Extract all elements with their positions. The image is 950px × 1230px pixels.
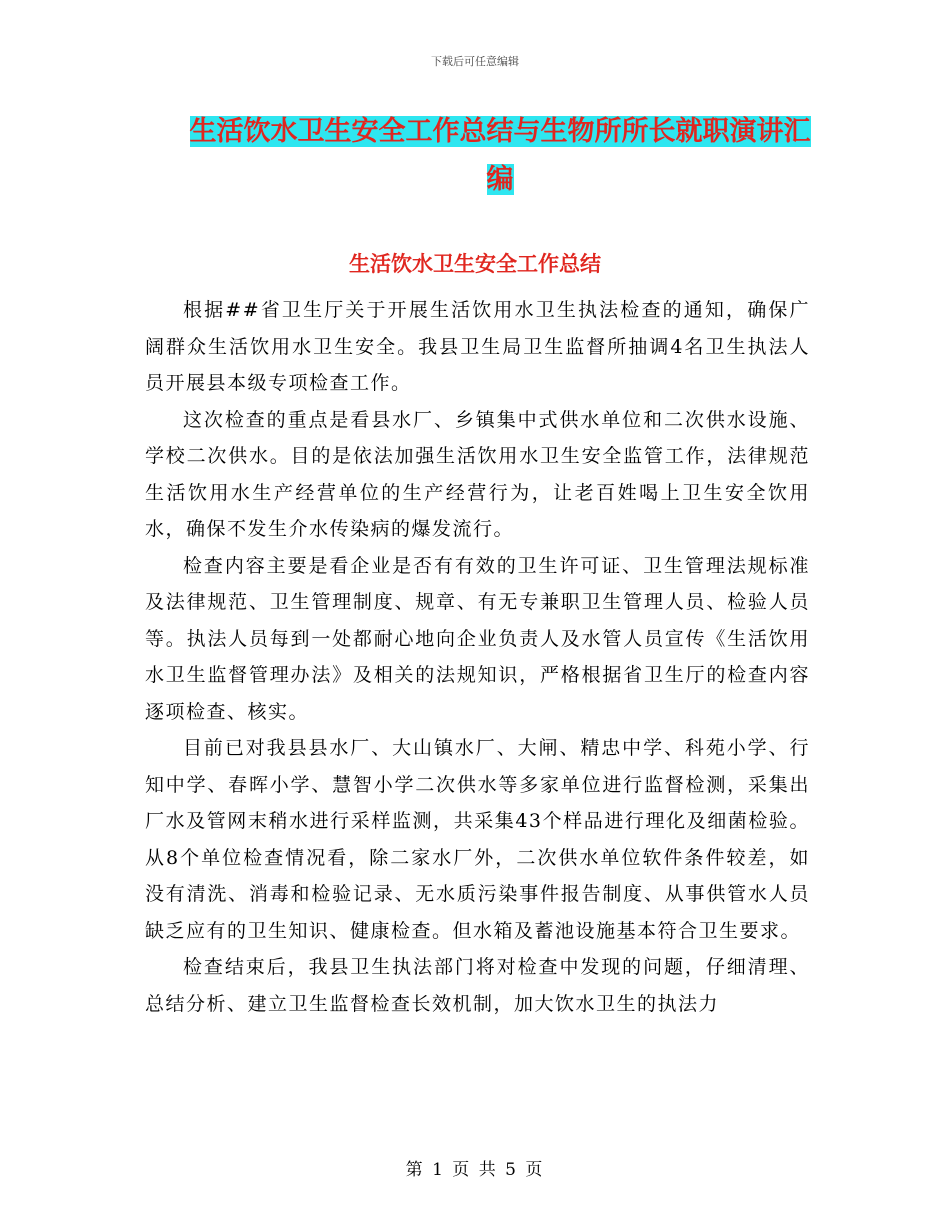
paragraph-4: 目前已对我县县水厂、大山镇水厂、大闸、精忠中学、科苑小学、行知中学、春晖小学、慧智小学二次供水等多家单位进行监督检测，采集出厂水及管网末稍水进行采样监测，共采集43个样品进行理化及细菌检验。从8个单位检查情况看，除二家水厂外，二次供水单位软件条件较差，如没有清洗、消毒和检验记录、无水质污染事件报告制度、从事供管水人员缺乏应有的卫生知识、健康检查。但水箱及蓄池设施基本符合卫生要求。 xyxy=(145,737,810,942)
body-text xyxy=(145,292,810,1022)
paragraph-2: 这次检查的重点是看县水厂、乡镇集中式供水单位和二次供水设施、学校二次供水。目的是依法加强生活饮用水卫生安全监管工作，法律规范生活饮用水生产经营单位的生产经营行为，让老百姓喝上卫生安全饮用水，确保不发生介水传染病的爆发流行。 xyxy=(145,408,810,540)
page-header-note: 下载后可任意编辑 xyxy=(431,55,519,68)
document-title-line-2: 编 xyxy=(486,164,514,195)
section-heading: 生活饮水卫生安全工作总结 xyxy=(349,252,601,276)
paragraph-3: 检查内容主要是看企业是否有有效的卫生许可证、卫生管理法规标准及法律规范、卫生管理制度、规章、有无专兼职卫生管理人员、检验人员等。执法人员每到一处都耐心地向企业负责人及水管人员宣传《生活饮用水卫生监督管理办法》及相关的法规知识，严格根据省卫生厅的检查内容逐项检查、核实。 xyxy=(145,554,810,723)
document-title-line-1: 生活饮水卫生安全工作总结与生物所所长就职演讲汇 xyxy=(189,116,811,147)
paragraph-1: 根据##省卫生厅关于开展生活饮用水卫生执法检查的通知，确保广阔群众生活饮用水卫生安全。我县卫生局卫生监督所抽调4名卫生执法人员开展县本级专项检查工作。 xyxy=(145,299,810,394)
page-number: 第 1 页 共 5 页 xyxy=(405,1160,545,1180)
document-title xyxy=(150,108,850,204)
paragraph-5: 检查结束后，我县卫生执法部门将对检查中发现的问题，仔细清理、总结分析、建立卫生监督检查长效机制，加大饮水卫生的执法力 xyxy=(145,956,810,1015)
